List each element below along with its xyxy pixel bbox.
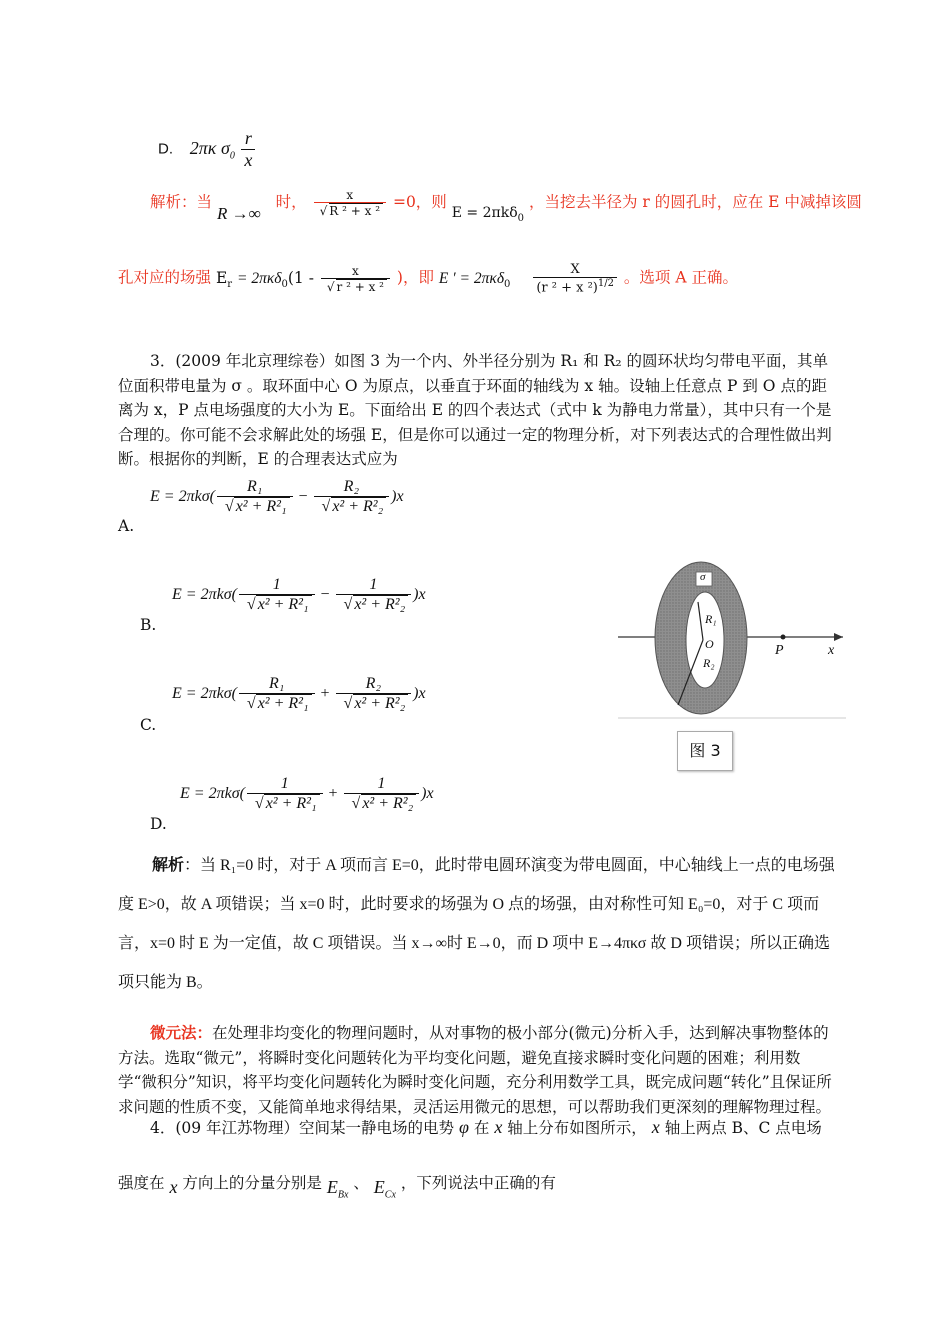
figure-3-ring <box>618 560 848 725</box>
frac-den: x <box>244 150 253 170</box>
option-c-label: C. <box>140 716 157 734</box>
frac-num: R₂ <box>336 675 412 694</box>
fraction: $\frac{X}{(r ^2 + x ^2)^{1/2}}$ <box>533 262 617 295</box>
operator: + <box>328 785 338 802</box>
expr-prefix: E = 2πkσ( <box>172 685 237 702</box>
option-b-expression <box>172 576 426 614</box>
expr-prefix: E = 2πkσ( <box>150 488 215 505</box>
fraction <box>217 478 293 516</box>
prev-option-d <box>158 128 257 171</box>
sqrt-radicand: √ x² + R²₂ <box>353 595 409 614</box>
text: 。选项 A 正确。 <box>623 268 738 287</box>
fraction <box>247 775 323 813</box>
question-4-line2: 强度在 x 方向上的分量分别是 $E_{Bx}$ 、 $E_{Cx}$ ，下列说法中正确的有 <box>118 1174 556 1201</box>
fraction <box>344 775 420 813</box>
p-label: P <box>775 643 784 658</box>
frac-num: 1 <box>336 576 412 595</box>
option-a-label: A. <box>118 517 135 535</box>
analysis-label: 解析：当 <box>150 193 213 211</box>
x-axis-label: x <box>828 643 835 658</box>
fraction <box>336 576 412 614</box>
expr-prefix: E = 2πkσ( <box>180 785 245 802</box>
text: =0，则 <box>392 193 447 211</box>
frac-num: 1 <box>239 576 315 595</box>
analysis-body: ：当 R₁=0 时，对于 A 项而言 E=0，此时带电圆环演变为带电圆面，中心轴线上一点的电场强度 E>0，故 A 项错误；当 x=0 时，此时要求的场强为 O 点的场强，由对称性可知 E₀=0，对于 C 项而言，x=0 时 E 为一定值，故 C 项错误。当 x→∞时 E→0，而 D 项中 E→4πκσ 故 D 项错误；所以正确选项只能为 B。 <box>118 857 835 991</box>
frac-den <box>247 794 323 813</box>
frac-den <box>344 794 420 813</box>
analysis1-line2 <box>118 262 738 295</box>
sub-0: 0 <box>229 150 235 162</box>
frac-den <box>336 694 412 713</box>
fraction <box>239 675 315 713</box>
frac-num: x <box>314 188 386 203</box>
sqrt-radicand: √ x² + R²₂ <box>353 694 409 713</box>
fraction: x √ r ² + x ² <box>321 264 390 294</box>
micro-head: 微元法： <box>150 1024 213 1042</box>
option-b-label: B. <box>140 616 157 634</box>
option-c-expression <box>172 675 426 713</box>
frac-den: √ R ² + x ² <box>329 203 383 218</box>
micro-element-paragraph <box>118 1021 836 1119</box>
e-prime-expression: E ′ = 2πκδ$_0$ $\frac{X}{(r ^2 + x ^2)^{1/2}}$ <box>439 269 624 287</box>
frac-num: 1 <box>344 775 420 794</box>
e-bx: $E_{Bx}$ <box>326 1177 349 1201</box>
expr-suffix: )x <box>391 488 404 505</box>
sqrt-radicand: √ x² + R²₁ <box>234 497 290 516</box>
option-d-label: D. <box>150 815 167 833</box>
r1-label: R₁ <box>705 612 717 626</box>
er-expression: $E_r = 2\pi\kappa\delta_0(1$ - x √ r ² + x ² <box>216 269 397 287</box>
frac-den <box>336 595 412 614</box>
operator: − <box>298 488 308 505</box>
frac-num: R₁ <box>217 478 293 497</box>
option-a-expression <box>150 478 404 516</box>
sqrt-radicand: √ x² + R²₂ <box>331 497 387 516</box>
operator: + <box>320 685 330 702</box>
frac-den <box>239 595 315 614</box>
figure-caption: 图 3 <box>677 731 733 771</box>
text: 孔对应的场强 <box>118 268 212 287</box>
option-d-expression <box>180 775 434 813</box>
expr-suffix: )x <box>421 785 434 802</box>
expr-suffix: )x <box>413 586 426 603</box>
limit-condition: R →∞ <box>216 204 261 223</box>
sqrt-radicand: √ x² + R²₂ <box>361 794 417 813</box>
o-label: O <box>705 637 714 651</box>
fraction <box>336 675 412 713</box>
expr-prefix: E = 2πkσ( <box>172 586 237 603</box>
analysis-2 <box>118 846 836 1002</box>
analysis1-line1 <box>150 188 862 224</box>
frac-num: r <box>241 128 255 150</box>
fraction <box>314 478 390 516</box>
frac-num: R₁ <box>239 675 315 694</box>
frac-num: 1 <box>247 775 323 794</box>
question-3-text: 3．(2009 年北京理综卷）如图 3 为一个内、外半径分别为 R₁ 和 R₂ 的圆环状均匀带电平面，其单位面积带电量为 σ 。取环面中心 O 为原点，以垂直于环面的轴线为 x 轴。设轴上任意点 P 到 O 点的距离为 x，P 点电场强度的大小为 E。下面给出 E 的四个表达式（式中 k 为静电力常量），其中只有一个是合理的。你可能不会求解此处的场强 E，但是你可以通过一定的物理分析，对下列表达式的合理性做出判断。根据你的判断，E 的合理表达式应为 <box>118 352 832 468</box>
frac-num: R₂ <box>314 478 390 497</box>
frac-den <box>314 497 390 516</box>
e-cx: $E_{Cx}$ <box>373 1177 396 1201</box>
frac-den <box>217 497 293 516</box>
operator: − <box>320 586 330 603</box>
r2-label: R₂ <box>703 656 715 670</box>
sqrt-radicand: √ x² + R²₁ <box>256 694 312 713</box>
phi-symbol: φ <box>459 1117 469 1137</box>
option-label: D. <box>158 140 173 158</box>
fraction-r-over-x <box>241 128 255 171</box>
sqrt-radicand: √ x² + R²₁ <box>264 794 320 813</box>
fraction <box>239 576 315 614</box>
expr-prefix: 2πκ σ <box>189 137 230 158</box>
analysis-head: 解析 <box>152 857 185 874</box>
fraction <box>314 188 386 218</box>
expr-suffix: )x <box>413 685 426 702</box>
sqrt-radicand: √ x² + R²₁ <box>256 595 312 614</box>
frac-den <box>239 694 315 713</box>
sigma-label: σ <box>700 571 706 583</box>
text: ，当挖去半径为 r 的圆孔时，应在 E 中减掉该圆 <box>528 193 862 211</box>
question-4-line1: 4．(09 年江苏物理）空间某一静电场的电势 φ 在 x 轴上分布如图所示， x 轴上两点 B、C 点电场 <box>150 1117 822 1137</box>
text: 时， <box>275 193 307 211</box>
field-expression: E = 2πkδ$_0$ <box>451 205 524 224</box>
point-p <box>781 635 786 640</box>
text: )，即 <box>396 268 434 287</box>
micro-body: 在处理非均变化的物理问题时，从对事物的极小部分(微元)分析入手，达到解决事物整体的方法。选取“微元”，将瞬时变化问题转化为平均变化问题，避免直接求瞬时变化问题的困难；利用数学“微积分”知识，将平均变化问题转化为瞬时变化问题，充分利用数学工具，既完成问题“转化”且保证所求问题的性质不变，又能简单地求得结果，灵活运用微元的思想，可以帮助我们更深刻的理解物理过程。 <box>118 1024 832 1116</box>
